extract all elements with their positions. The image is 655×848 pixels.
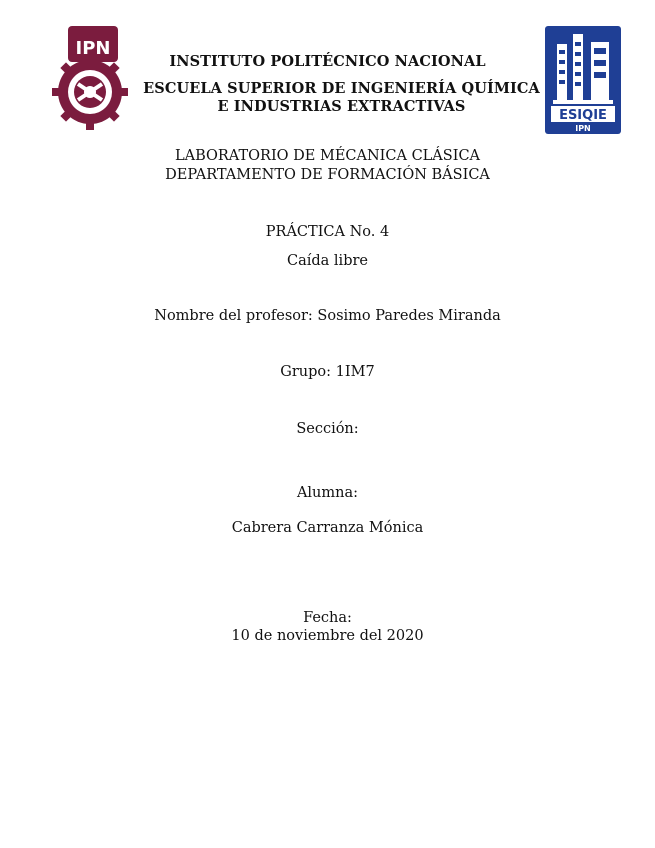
student-label: Alumna:: [296, 485, 359, 501]
teacher-name: Nombre del profesor: Sosimo Paredes Miranda: [154, 308, 501, 324]
lab-name: LABORATORIO DE MÉCANICA CLÁSICA: [174, 148, 481, 164]
school-title-line2: E INDUSTRIAS EXTRACTIVAS: [217, 98, 466, 115]
student-name: Cabrera Carranza Mónica: [231, 520, 424, 536]
group-label: Grupo: 1IM7: [280, 364, 375, 380]
esiqie-logo-text: ESIQIE: [559, 108, 607, 123]
date-value: 10 de noviembre del 2020: [231, 628, 424, 644]
institution-title: INSTITUTO POLITÉCNICO NACIONAL: [169, 53, 486, 70]
ipn-logo: [50, 24, 128, 134]
date-label: Fecha:: [303, 610, 352, 626]
school-title-line1: ESCUELA SUPERIOR DE INGENIERÍA QUÍMICA: [143, 80, 540, 97]
ipn-logo-text: IPN: [75, 38, 111, 59]
department-name: DEPARTAMENTO DE FORMACIÓN BÁSICA: [165, 167, 490, 183]
practice-title: Caída libre: [287, 253, 368, 269]
practice-number: PRÁCTICA No. 4: [265, 224, 390, 240]
section-label: Sección:: [296, 421, 359, 437]
esiqie-logo-subtext: IPN: [575, 124, 591, 133]
